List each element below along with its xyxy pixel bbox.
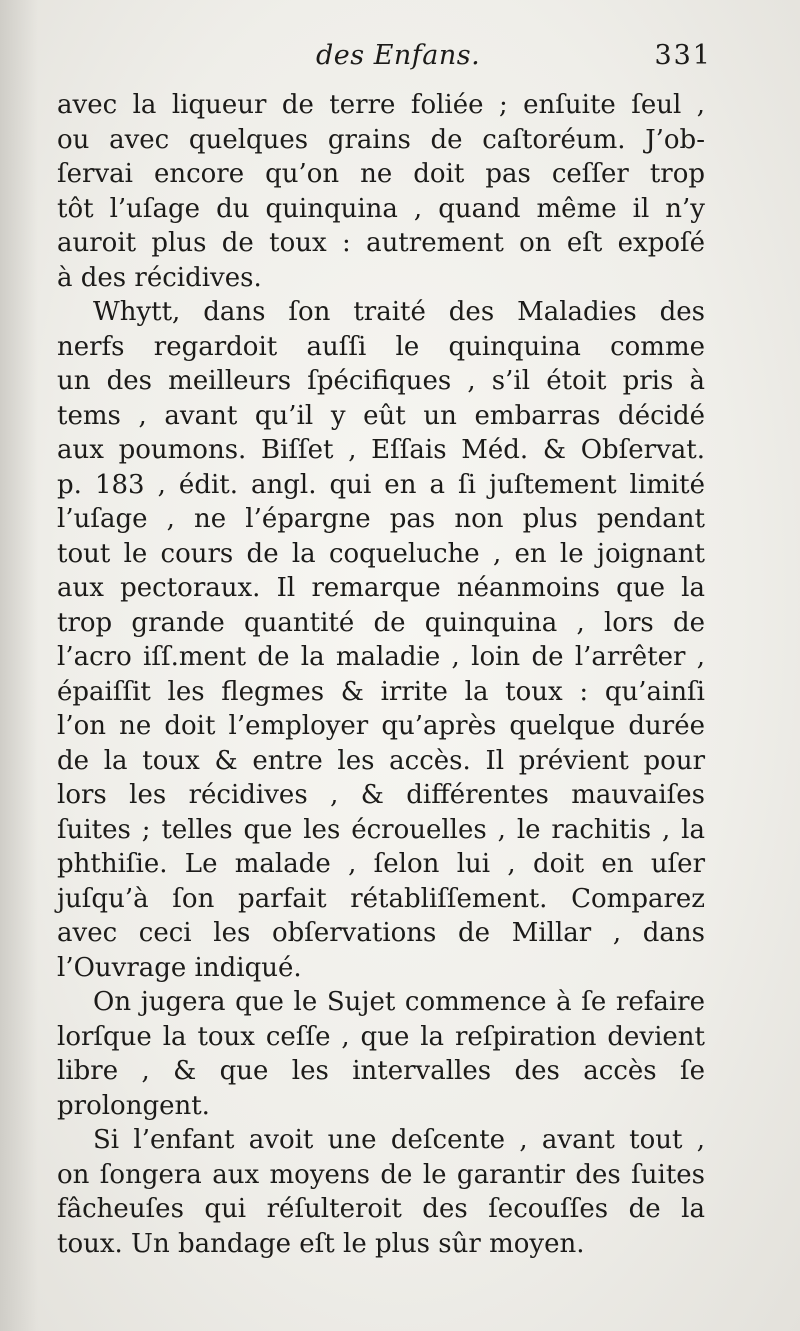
page-header (58, 40, 712, 84)
text-line: ſuites ; telles que les écrouelles , le rachitis , la (57, 814, 705, 845)
text-line: juſqu’à ſon parfait rétabliſſement. Comparez (57, 883, 705, 914)
body-text (57, 88, 705, 1261)
text-line: fâcheuſes qui réſulteroit des ſecouſſes de la (57, 1194, 705, 1224)
text-line: aux poumons. Biſſet , Eſſais Méd. & Obſervat. (57, 435, 705, 465)
text-line: de la toux & entre les accès. Il prévient pour (57, 745, 705, 776)
text-line: phthiſie. Le malade , ſelon lui , doit en uſer (57, 849, 705, 879)
text-line: avec ceci les obſervations de Millar , dans (57, 918, 705, 948)
text-line: tôt l’uſage du quinquina , quand même il n’y (57, 193, 705, 224)
text-line: lors les récidives , & différentes mauvaiſes (57, 780, 705, 810)
text-line: épaiſſit les flegmes & irrite la toux : qu’ainſi (57, 676, 705, 707)
text-line: prolongent. (57, 1090, 210, 1121)
text-line: On jugera que le Sujet commence à ſe refaire (93, 987, 705, 1017)
page-number: 331 (654, 40, 712, 71)
text-line: libre , & que les intervalles des accès ſe (57, 1056, 705, 1086)
text-line: trop grande quantité de quinquina , lors de (57, 607, 705, 638)
running-title: des Enfans. (316, 40, 481, 71)
text-line: lorſque la toux ceſſe , que la reſpiration devient (57, 1021, 705, 1052)
text-line: ſervai encore qu’on ne doit pas ceſſer trop (57, 159, 705, 189)
text-line: l’on ne doit l’employer qu’après quelque durée (57, 711, 705, 741)
binding-shadow (0, 0, 38, 1331)
text-line: tout le cours de la coqueluche , en le joignant (57, 538, 705, 569)
text-line: avec la liqueur de terre foliée ; enſuite ſeul , (57, 90, 705, 120)
text-line: l’acro iſſ.ment de la maladie , loin de l’arrêter , (57, 642, 705, 672)
text-line: toux. Un bandage eſt le plus sûr moyen. (57, 1228, 585, 1259)
text-line: p. 183 , édit. angl. qui en a ſi juſtement limité (57, 469, 705, 500)
text-line: tems , avant qu’il y eût un embarras décidé (57, 400, 705, 431)
text-line: auroit plus de toux : autrement on eſt expoſé (57, 228, 705, 258)
text-line: à des récidives. (57, 262, 262, 293)
text-line: nerfs regardoit auſſi le quinquina comme (57, 331, 705, 362)
text-line: aux pectoraux. Il remarque néanmoins que la (57, 573, 705, 603)
text-line: l’uſage , ne l’épargne pas non plus pendant (57, 504, 705, 534)
text-line: ou avec quelques grains de caſtoréum. J’ob- (57, 124, 705, 155)
text-line: Whytt, dans ſon traité des Maladies des (93, 297, 705, 327)
text-line: l’Ouvrage indiqué. (57, 952, 302, 983)
text-line: un des meilleurs ſpécifiques , s’il étoit pris à (57, 366, 705, 396)
text-line: on ſongera aux moyens de le garantir des ſuites (57, 1159, 705, 1190)
text-line: Si l’enfant avoit une deſcente , avant tout , (93, 1125, 705, 1155)
